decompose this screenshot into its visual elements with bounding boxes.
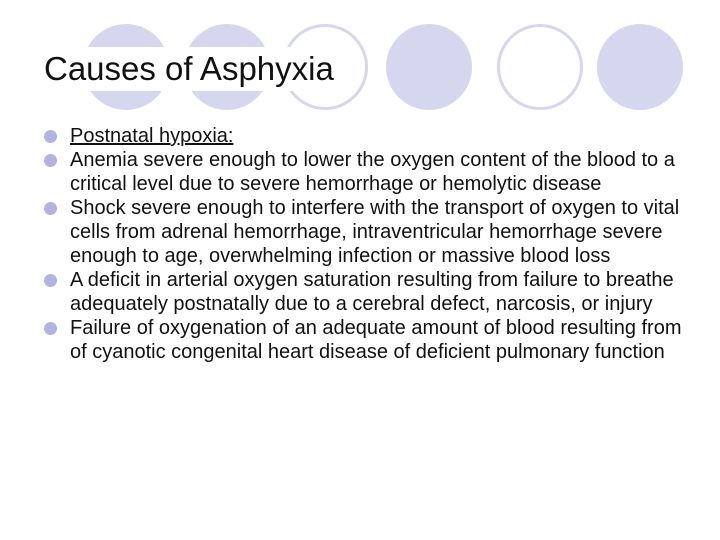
bullet-text: A deficit in arterial oxygen saturation resulting from failure to breathe adequately postnatally due to a cerebral defect, narcosis, or injury: [70, 269, 674, 315]
bullet-list: [44, 124, 684, 364]
slide-title: Causes of Asphyxia: [44, 47, 338, 91]
bullet-text: Postnatal hypoxia:: [70, 125, 234, 147]
decor-circle-6: [597, 24, 683, 110]
decor-circle-4: [386, 24, 472, 110]
bullet-item: [44, 316, 684, 364]
bullet-dot-icon: [44, 130, 57, 143]
bullet-item: [44, 148, 684, 196]
decor-circle-5: [497, 24, 583, 110]
bullet-item: [44, 268, 684, 316]
bullet-text: Failure of oxygenation of an adequate amount of blood resulting from of cyanotic congenital heart disease of deficient pulmonary function: [70, 317, 682, 363]
bullet-text: Shock severe enough to interfere with the transport of oxygen to vital cells from adrenal hemorrhage, intraventricular hemorrhage severe enough to age, overwhelming infection or massive blood loss: [70, 197, 680, 267]
bullet-dot-icon: [44, 202, 57, 215]
bullet-item: [44, 124, 684, 148]
bullet-item: [44, 196, 684, 268]
bullet-dot-icon: [44, 274, 57, 287]
bullet-text: Anemia severe enough to lower the oxygen content of the blood to a critical level due to severe hemorrhage or hemolytic disease: [70, 149, 675, 195]
bullet-dot-icon: [44, 322, 57, 335]
bullet-dot-icon: [44, 154, 57, 167]
